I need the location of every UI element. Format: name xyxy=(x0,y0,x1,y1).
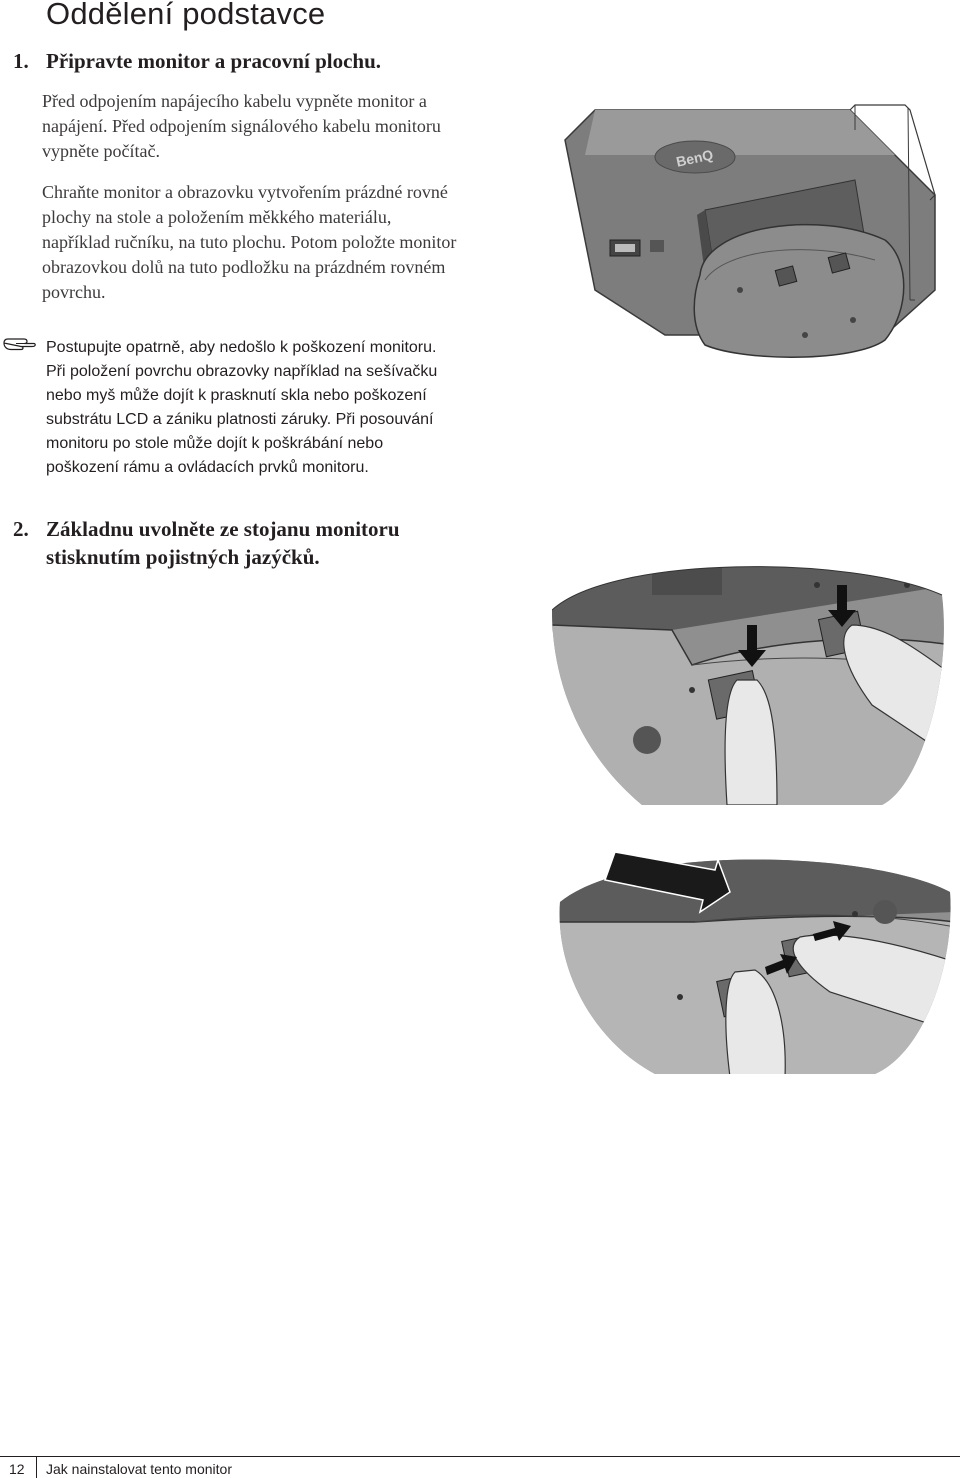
monitor-face-down-illustration xyxy=(555,100,955,365)
text-line: Před odpojením napájecího kabelu vypněte monitor a xyxy=(42,91,427,111)
heading-line: Základnu uvolněte ze stojanu monitoru xyxy=(46,517,400,541)
text-line: Při položení povrchu obrazovky například na sešívačku xyxy=(46,363,438,380)
text-line: obrazovkou dolů na tuto podložku na prázdném rovném xyxy=(42,257,446,277)
footer-divider xyxy=(36,1457,37,1478)
step-1-heading: Připravte monitor a pracovní plochu. xyxy=(46,49,382,73)
footer-section-title: Jak nainstalovat tento monitor xyxy=(46,1461,232,1477)
brand-logo-text: BenQ xyxy=(674,146,715,170)
heading-line: stisknutím pojistných jazýčků. xyxy=(46,545,320,569)
text-line: plochy na stole a položením měkkého materiálu, xyxy=(42,207,392,227)
slide-base-illustration xyxy=(555,842,955,1077)
footer-page-number: 12 xyxy=(9,1461,25,1477)
text-line: napájení. Před odpojením signálového kabelu monitoru xyxy=(42,116,441,136)
note-text xyxy=(46,336,566,480)
pointing-hand-icon xyxy=(2,334,36,354)
text-line: vypněte počítač. xyxy=(42,141,160,161)
step-2-heading xyxy=(46,515,400,571)
footer-rule xyxy=(0,1456,960,1457)
step-2-number: 2. xyxy=(13,517,29,541)
text-line: Chraňte monitor a obrazovku vytvořením prázdné rovné xyxy=(42,182,448,202)
step-1-paragraph-1 xyxy=(42,89,562,164)
page-title: Oddělení podstavce xyxy=(46,0,326,31)
text-line: povrchu. xyxy=(42,282,106,302)
step-1-number: 1. xyxy=(13,49,29,73)
text-line: nebo myš může dojít k prasknutí skla nebo poškození xyxy=(46,387,427,404)
step-1-paragraph-2 xyxy=(42,180,562,305)
press-latches-illustration xyxy=(552,555,952,810)
text-line: substrátu LCD a zániku platnosti záruky. Při posouvání xyxy=(46,411,434,428)
text-line: Postupujte opatrně, aby nedošlo k poškození monitoru. xyxy=(46,339,437,356)
text-line: monitoru po stole může dojít k poškrábání nebo xyxy=(46,435,384,452)
text-line: poškození rámu a ovládacích prvků monitoru. xyxy=(46,459,369,476)
text-line: například ručníku, na tuto plochu. Potom položte monitor xyxy=(42,232,457,252)
